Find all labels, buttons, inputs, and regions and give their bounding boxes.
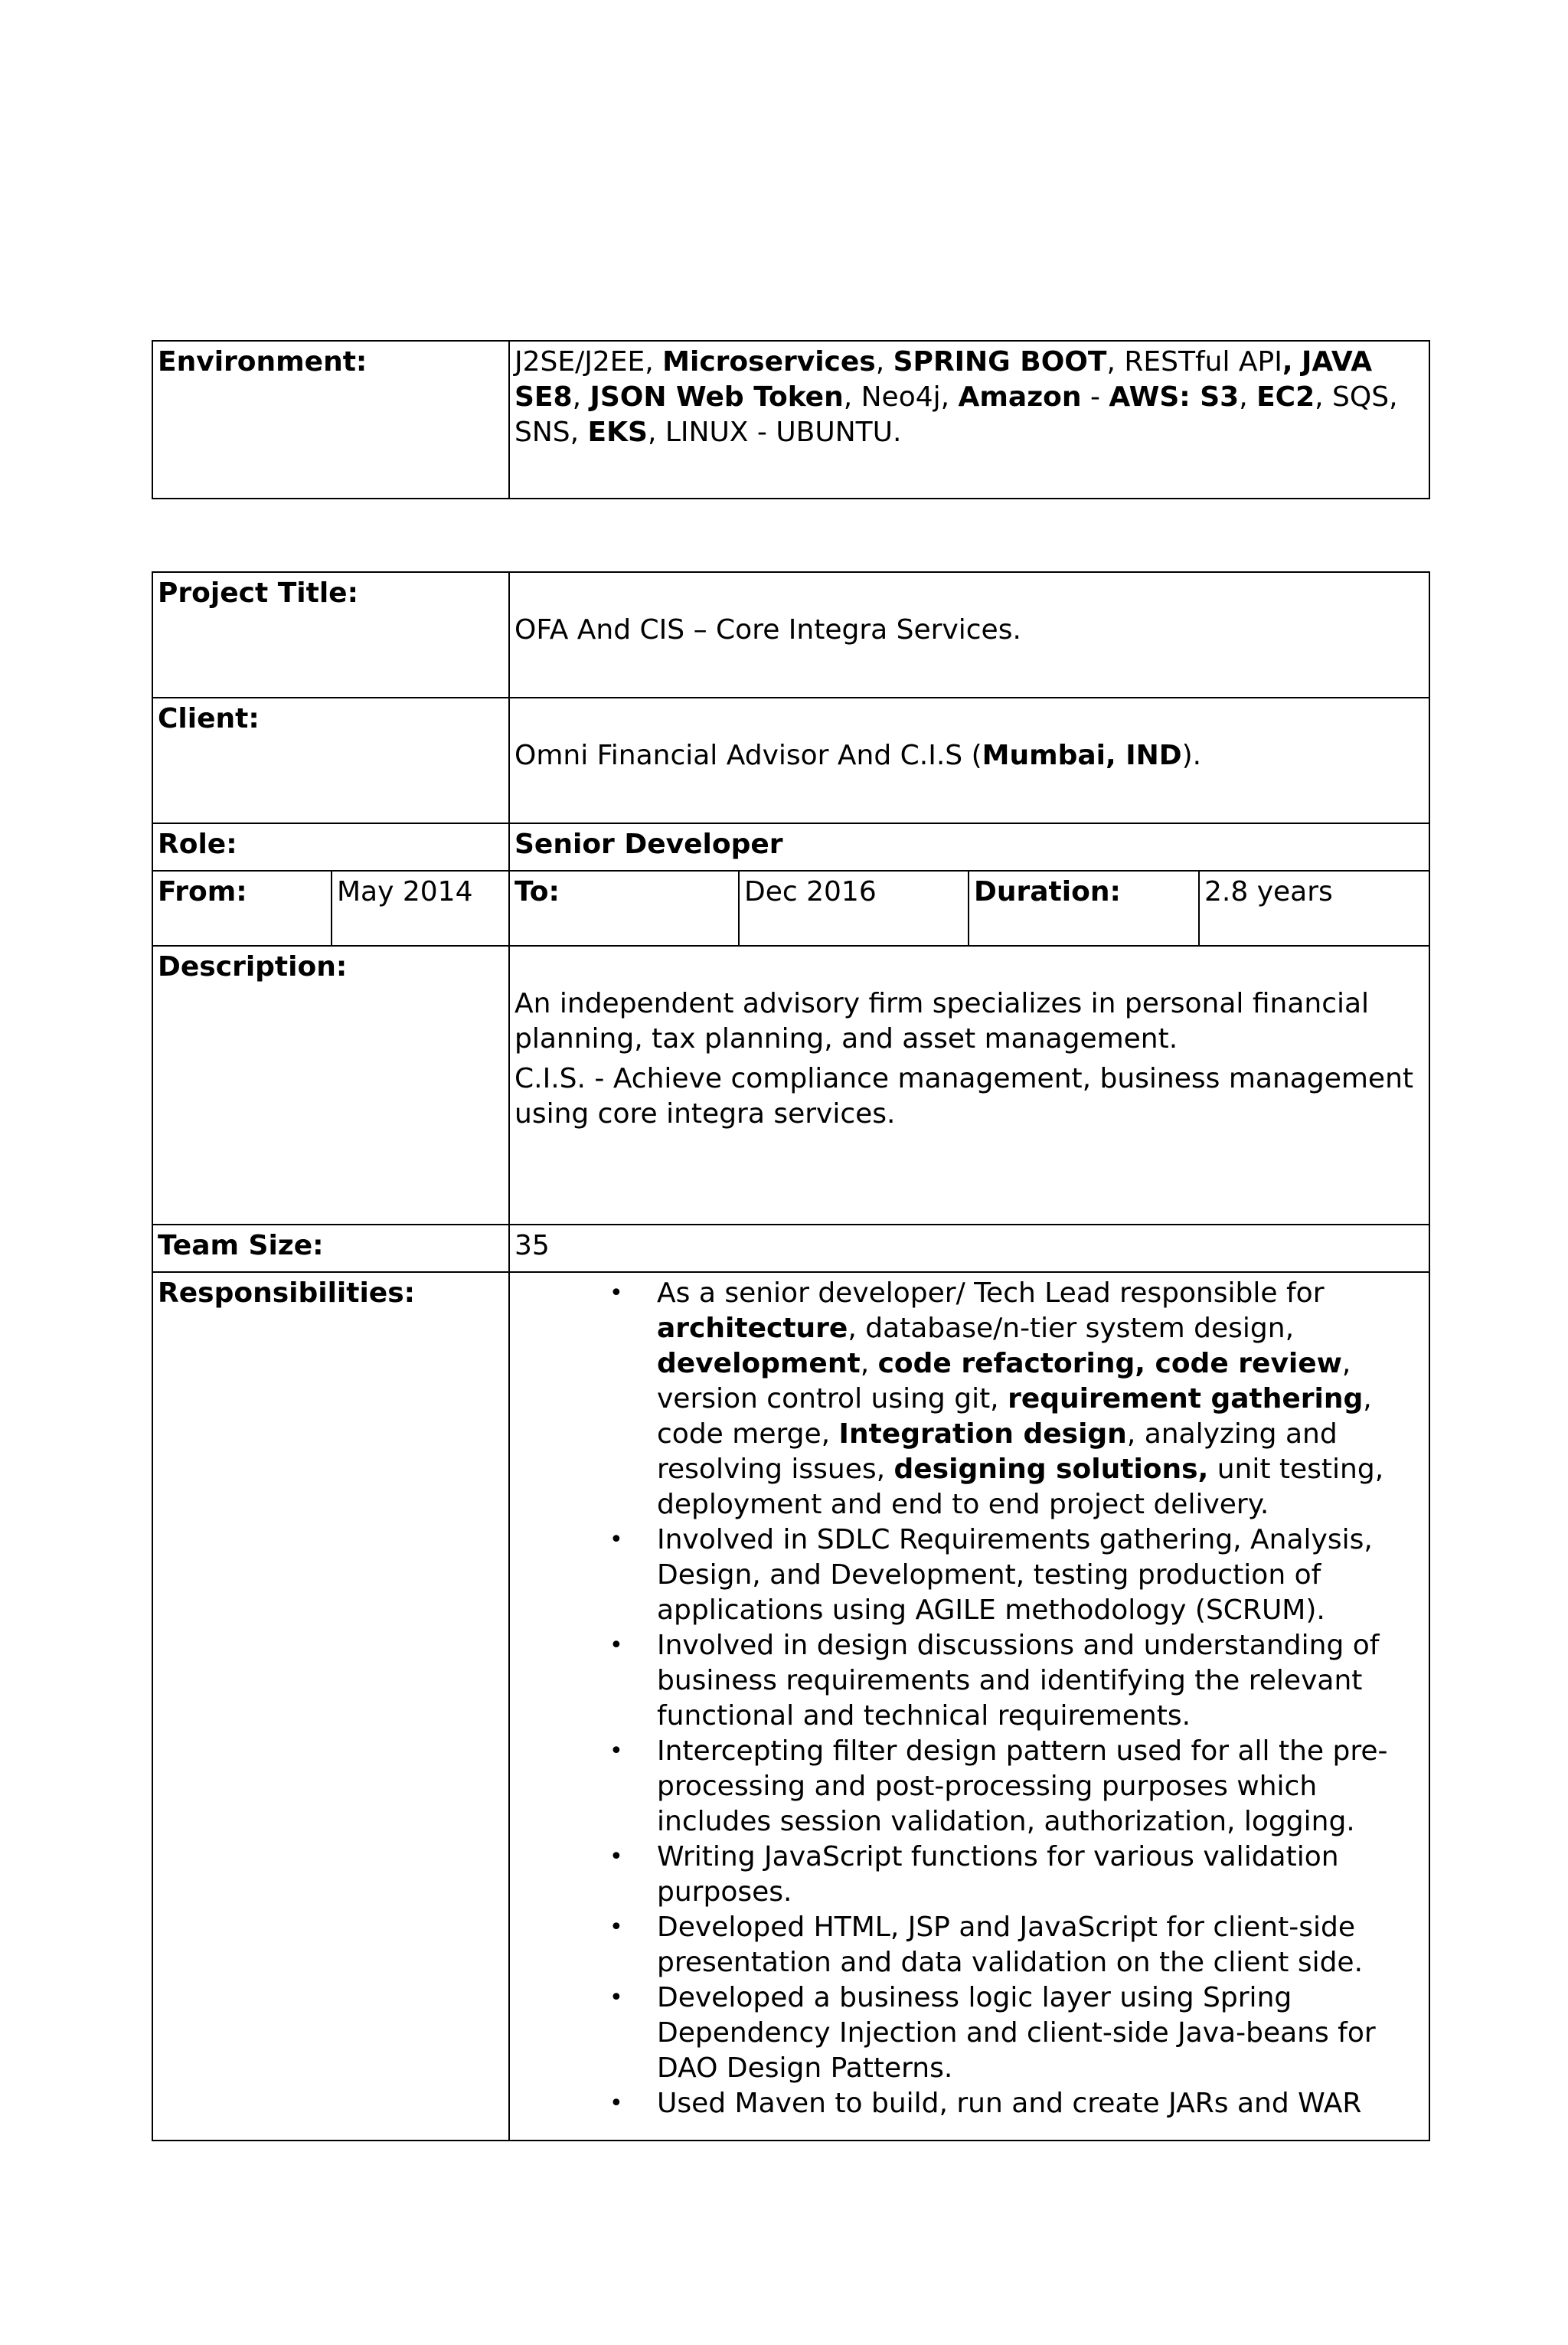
- text-run: , database/n-tier system design,: [848, 1313, 1295, 1344]
- bold-text: Microservices: [662, 346, 876, 378]
- text-run: , LINUX - UBUNTU.: [647, 417, 902, 448]
- bold-text: requirement gathering: [1008, 1383, 1364, 1415]
- text-run: ,: [875, 346, 893, 378]
- bold-text: development: [657, 1348, 861, 1379]
- bold-text: EC2: [1256, 381, 1315, 413]
- text-run: , analyzing and resolving issues,: [657, 1418, 1338, 1485]
- text-run: [1293, 346, 1302, 378]
- text-run: , Neo4j,: [843, 381, 959, 413]
- client-label: Client:: [152, 698, 509, 823]
- client-value: [509, 698, 1429, 823]
- text-run: ,: [645, 346, 663, 378]
- text-run: Intercepting filter design pattern used for all the pre-processing and post-processing purposes which includes session validation, authorization, logging.: [657, 1735, 1388, 1837]
- responsibility-item: [657, 1522, 1424, 1628]
- team-size-label: Team Size:: [152, 1225, 509, 1272]
- responsibility-item: [657, 1734, 1424, 1840]
- text-run: , SQS, SNS,: [514, 381, 1398, 448]
- project-title-label: Project Title:: [152, 572, 509, 698]
- responsibilities-label: Responsibilities:: [152, 1272, 509, 2141]
- from-label: From:: [152, 871, 332, 946]
- environment-label: Environment:: [152, 341, 509, 499]
- bold-text: JAVA SE8: [514, 346, 1373, 413]
- from-value: May 2014: [332, 871, 509, 946]
- bold-text: Integration design: [838, 1418, 1127, 1450]
- responsibility-item: [657, 1910, 1424, 1980]
- bold-text: AWS: S3: [1109, 381, 1240, 413]
- project-title-value: OFA And CIS – Core Integra Services.: [509, 572, 1429, 698]
- bold-text: SPRING BOOT: [893, 346, 1107, 378]
- text-run: Writing JavaScript functions for various validation purposes.: [657, 1841, 1339, 1908]
- text-run: ,: [1239, 381, 1257, 413]
- description-paragraph: An independent advisory firm specializes in personal financial planning, tax planning, and asset management.: [514, 988, 1370, 1055]
- responsibility-item: [657, 1840, 1424, 1910]
- bold-text: Amazon: [958, 381, 1082, 413]
- duration-label: Duration:: [969, 871, 1199, 946]
- responsibility-item: [657, 1628, 1424, 1734]
- responsibility-item: [657, 2086, 1424, 2121]
- text-run: Involved in design discussions and understanding of business requirements and identifying the relevant functional and technical requirements.: [657, 1630, 1380, 1732]
- text-run: , code merge,: [657, 1383, 1372, 1450]
- to-label: To:: [509, 871, 739, 946]
- description-label: Description:: [152, 946, 509, 1225]
- text-run: Used Maven to build, run and create JARs and WAR: [657, 2088, 1362, 2119]
- duration-value: 2.8 years: [1199, 871, 1429, 946]
- environment-value: [509, 341, 1429, 499]
- text-run: ,: [860, 1348, 878, 1379]
- client-name: Omni Financial Advisor And C.I.S (: [514, 740, 982, 771]
- role-value: Senior Developer: [509, 823, 1429, 871]
- environment-table: [152, 340, 1430, 499]
- bold-text: EKS: [587, 417, 648, 448]
- team-size-value: 35: [509, 1225, 1429, 1272]
- description-paragraph: C.I.S. - Achieve compliance management, business management using core integra services.: [514, 1063, 1414, 1130]
- responsibilities-list: [514, 1276, 1424, 2121]
- project-table: [152, 571, 1430, 2141]
- text-run: -: [1081, 381, 1109, 413]
- text-run: Developed HTML, JSP and JavaScript for client-side presentation and data validation on the client side.: [657, 1912, 1364, 1978]
- text-run: , RESTful API: [1106, 346, 1282, 378]
- bold-text: code refactoring, code review: [877, 1348, 1342, 1379]
- text-run: As a senior developer/ Tech Lead responsible for: [657, 1277, 1325, 1309]
- text-run: Developed a business logic layer using Spring Dependency Injection and client-side Java-beans for DAO Design Patterns.: [657, 1982, 1376, 2084]
- text-run: J2SE/J2EE: [514, 346, 645, 378]
- bold-text: designing solutions,: [893, 1454, 1209, 1485]
- text-run: , version control using git,: [657, 1348, 1351, 1415]
- role-label: Role:: [152, 823, 509, 871]
- text-run: ,: [572, 381, 590, 413]
- responsibility-item: [657, 1276, 1424, 1522]
- text-run: Involved in SDLC Requirements gathering, Analysis, Design, and Development, testing production of applications using AGILE methodology (SCRUM).: [657, 1524, 1373, 1626]
- description-value: [509, 946, 1429, 1225]
- client-location: Mumbai, IND: [982, 740, 1182, 771]
- responsibility-item: [657, 1980, 1424, 2086]
- bold-text: ,: [1282, 346, 1293, 378]
- responsibilities-value: [509, 1272, 1429, 2141]
- to-value: Dec 2016: [739, 871, 969, 946]
- bold-text: architecture: [657, 1313, 848, 1344]
- text-run: unit testing, deployment and end to end project delivery.: [657, 1454, 1384, 1520]
- client-suffix: ).: [1181, 740, 1202, 771]
- bold-text: JSON Web Token: [590, 381, 844, 413]
